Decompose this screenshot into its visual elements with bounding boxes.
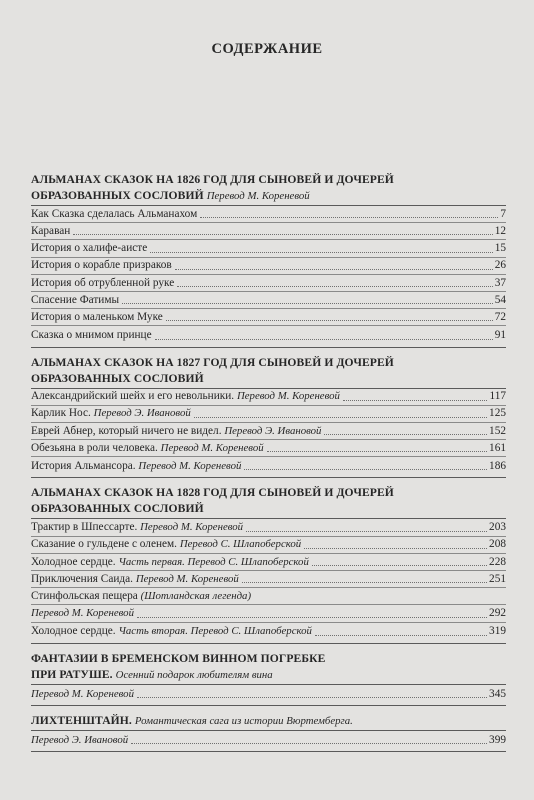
section-heading (31, 485, 506, 519)
toc-entry[interactable] (31, 275, 506, 292)
toc-section (31, 651, 506, 706)
page-number: 203 (489, 521, 506, 534)
toc-section (31, 355, 506, 479)
dot-leader (304, 548, 487, 549)
section-heading (31, 713, 506, 731)
page-title: СОДЕРЖАНИЕ (211, 41, 323, 57)
page-number: 37 (494, 276, 506, 289)
section-note: Романтическая сага из истории Вюртемберга. (134, 714, 353, 727)
entry-title (31, 257, 172, 273)
page-number: 12 (494, 224, 506, 237)
entry-translator: Перевод М. Кореневой (138, 460, 242, 473)
entry-translator: Перевод М. Кореневой (31, 607, 134, 620)
toc-entry[interactable] (31, 206, 506, 223)
dot-leader (137, 697, 487, 698)
section-heading-text: ФАНТАЗИИ В БРЕМЕНСКОМ ВИННОМ ПОГРЕБКЕ ПРИ РАТУШЕ. (31, 651, 326, 681)
entry-title (31, 423, 321, 439)
entry-title-text: Трактир в Шпессарте. (31, 521, 138, 534)
page-number: 15 (494, 242, 506, 255)
page-number: 319 (489, 625, 506, 638)
toc-entry[interactable] (31, 554, 506, 571)
entry-title (31, 588, 251, 604)
toc-entry[interactable] (31, 309, 506, 326)
toc-entry[interactable] (31, 685, 506, 702)
entry-translator: Перевод Э. Ивановой (93, 407, 191, 420)
entry-title (31, 605, 134, 621)
entry-title-text: Сказка о мнимом принце (31, 329, 152, 342)
entry-title-text: Как Сказка сделалась Альманахом (31, 207, 198, 220)
toc-section (31, 713, 506, 752)
section-heading (31, 355, 506, 389)
entry-title (31, 206, 197, 222)
entry-title-text: Обезьяна в роли человека. (31, 441, 158, 454)
entry-title (31, 554, 309, 570)
entry-title-text: Холодное сердце. (31, 555, 116, 568)
entry-title (31, 519, 243, 535)
section-heading (31, 172, 506, 206)
entry-title-text: История о халифе-аисте (31, 242, 148, 255)
toc-entry[interactable] (31, 571, 506, 588)
page-number: 26 (494, 259, 506, 272)
dot-leader (155, 339, 493, 340)
entry-translator: Перевод Э. Ивановой (31, 733, 129, 746)
dot-leader (194, 417, 487, 418)
entry-translator: Часть первая. Перевод С. Шлапоберской (118, 555, 309, 568)
toc-entry[interactable] (31, 240, 506, 257)
entry-title (31, 388, 340, 404)
toc-entry[interactable] (31, 519, 506, 536)
entry-translator: Часть вторая. Перевод С. Шлапоберской (118, 625, 312, 638)
dot-leader (312, 565, 487, 566)
entry-title-text: Спасение Фатимы (31, 293, 120, 306)
entry-title-text: История о корабле призраков (31, 259, 172, 272)
dot-leader (244, 469, 487, 470)
entry-title-text: Холодное сердце. (31, 625, 116, 638)
entry-title (31, 458, 241, 474)
entry-title (31, 240, 147, 256)
page-number: 54 (494, 293, 506, 306)
dot-leader (343, 400, 488, 401)
section-heading-text: АЛЬМАНАХ СКАЗОК НА 1827 ГОД ДЛЯ СЫНОВЕЙ И ДОЧЕРЕЙ ОБРАЗОВАННЫХ СОСЛОВИЙ (31, 355, 394, 385)
page-number: 7 (500, 207, 506, 220)
page-number: 228 (489, 555, 506, 568)
dot-leader (315, 635, 487, 636)
page-number: 117 (489, 390, 506, 403)
dot-leader (150, 252, 492, 253)
entry-title (31, 223, 70, 239)
entry-title (31, 309, 163, 325)
toc-entry[interactable] (31, 326, 506, 343)
page-number: 251 (489, 572, 506, 585)
entry-translator: Перевод М. Кореневой (31, 687, 134, 700)
entry-title-text: История Альмансора. (31, 460, 136, 473)
toc-entry[interactable] (31, 731, 506, 748)
entry-title-text: Караван (31, 224, 71, 237)
entry-title-text: Сказание о гульдене с оленем. (31, 538, 177, 551)
page-number: 399 (489, 733, 506, 746)
toc-entry[interactable] (31, 588, 506, 605)
entry-translator: Перевод Э. Ивановой (224, 424, 322, 437)
page-number: 186 (489, 460, 506, 473)
entry-title-text: История о маленьком Муке (31, 310, 163, 323)
entry-title-text: История об отрубленной руке (31, 276, 175, 289)
entry-title-text: Приключения Саида. (31, 572, 133, 585)
dot-leader (200, 217, 498, 218)
entry-title (31, 405, 191, 421)
page-number: 292 (489, 607, 506, 620)
dot-leader (131, 743, 487, 744)
table-of-contents (31, 172, 506, 752)
entry-title (31, 732, 128, 748)
entry-title (31, 571, 239, 587)
entry-translator: Перевод М. Кореневой (140, 521, 244, 534)
page-number: 72 (494, 310, 506, 323)
entry-translator: Перевод М. Кореневой (160, 441, 264, 454)
entry-title (31, 275, 174, 291)
toc-entry[interactable] (31, 423, 506, 440)
entry-title (31, 686, 134, 702)
page-number: 91 (494, 329, 506, 342)
entry-title (31, 623, 312, 639)
entry-title (31, 440, 264, 456)
entry-translator: Перевод М. Кореневой (135, 572, 239, 585)
entry-title (31, 327, 152, 343)
page-number: 161 (489, 441, 506, 454)
dot-leader (73, 234, 492, 235)
toc-section (31, 172, 506, 348)
toc-entry[interactable] (31, 292, 506, 309)
entry-translator: Перевод С. Шлапоберской (179, 538, 302, 551)
dot-leader (137, 617, 487, 618)
dot-leader (122, 303, 493, 304)
dot-leader (177, 286, 492, 287)
section-heading-text: ЛИХТЕНШТАЙН. (31, 713, 132, 727)
entry-translator: (Шотландская легенда) (140, 589, 252, 602)
section-note: Осенний подарок любителям вина (115, 668, 273, 681)
dot-leader (267, 451, 487, 452)
dot-leader (242, 582, 487, 583)
entry-title-text: Еврей Абнер, который ничего не видел. (31, 424, 222, 437)
entry-title (31, 536, 301, 552)
page-number: 125 (489, 407, 506, 420)
toc-entry[interactable] (31, 537, 506, 554)
entry-title-text: Карлик Нос. (31, 407, 91, 420)
toc-entry[interactable] (31, 623, 506, 640)
entry-translator: Перевод М. Кореневой (236, 390, 340, 403)
page-number: 208 (489, 538, 506, 551)
toc-entry[interactable] (31, 440, 506, 457)
dot-leader (166, 320, 493, 321)
page-number: 345 (489, 687, 506, 700)
toc-entry[interactable] (31, 605, 506, 622)
toc-entry[interactable] (31, 258, 506, 275)
toc-entry[interactable] (31, 389, 506, 406)
section-note: Перевод М. Кореневой (206, 190, 310, 202)
dot-leader (324, 434, 487, 435)
entry-title-text: Александрийский шейх и его невольники. (31, 390, 235, 403)
page-number: 152 (489, 424, 506, 437)
entry-title-text: Стинфольская пещера (31, 589, 138, 602)
toc-entry[interactable] (31, 406, 506, 423)
section-heading-text: АЛЬМАНАХ СКАЗОК НА 1826 ГОД ДЛЯ СЫНОВЕЙ И ДОЧЕРЕЙ ОБРАЗОВАННЫХ СОСЛОВИЙ (31, 173, 394, 202)
dot-leader (246, 531, 487, 532)
section-heading (31, 651, 506, 685)
toc-entry[interactable] (31, 223, 506, 240)
section-heading-text: АЛЬМАНАХ СКАЗОК НА 1828 ГОД ДЛЯ СЫНОВЕЙ И ДОЧЕРЕЙ ОБРАЗОВАННЫХ СОСЛОВИЙ (31, 486, 394, 516)
dot-leader (175, 269, 493, 270)
entry-title (31, 292, 119, 308)
toc-entry[interactable] (31, 457, 506, 474)
toc-section (31, 485, 506, 643)
